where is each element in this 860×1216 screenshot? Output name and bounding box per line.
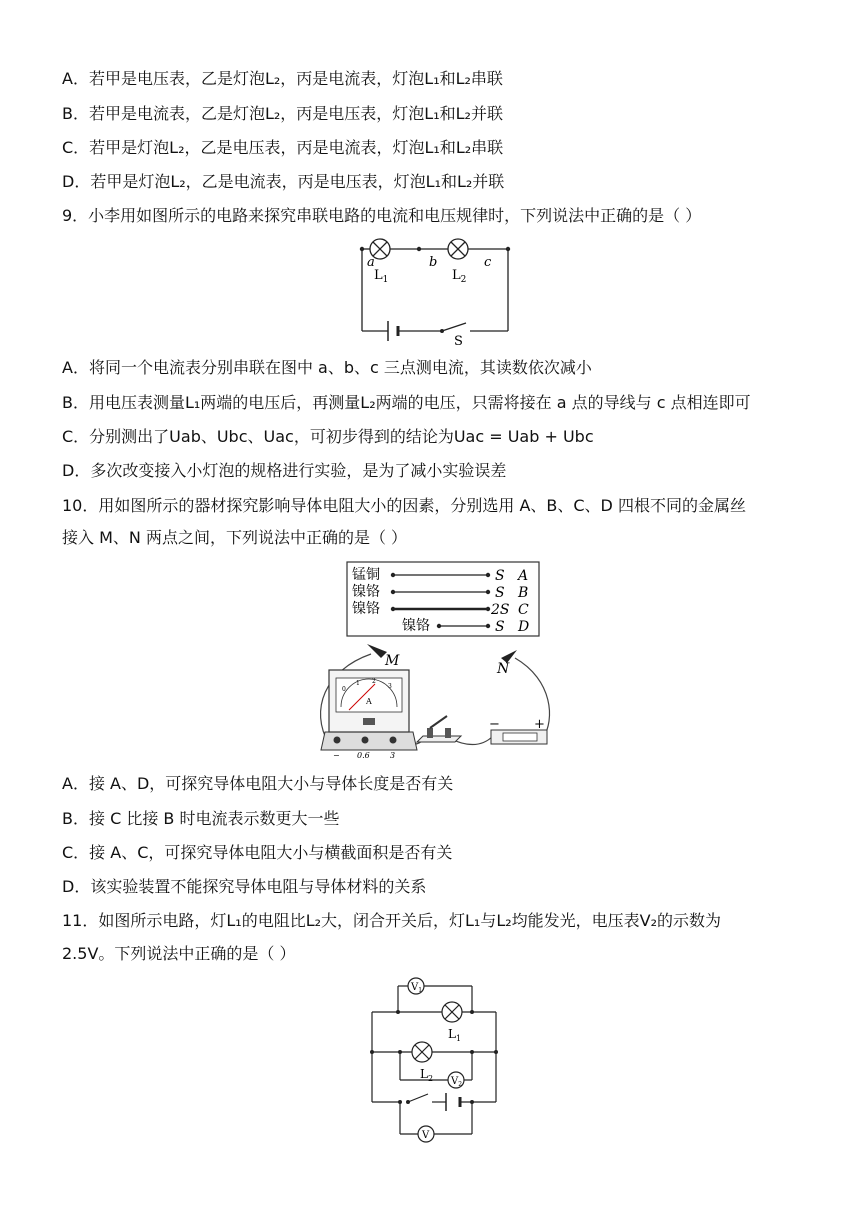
q8-option-c: C．若甲是灯泡L₂，乙是电压表，丙是电流表，灯泡L₁和L₂串联 (62, 138, 504, 157)
wire-c-label: C (518, 602, 529, 618)
meter-tick-0: 0 (342, 686, 346, 693)
meter-symbol: A (366, 697, 372, 706)
q10-stem-line2: 接入 M、N 两点之间，下列说法中正确的是（ ） (62, 528, 408, 547)
switch-icon (442, 323, 466, 331)
l2-label: L (452, 268, 461, 283)
wire-d-material: 镍铬 (402, 618, 430, 634)
battery-icon (388, 321, 398, 341)
wire-a-material: 锰铜 (352, 567, 380, 583)
q8-option-d: D．若甲是灯泡L₂，乙是电流表，丙是电压表，灯泡L₁和L₂并联 (62, 172, 505, 191)
wire-b-area: S (495, 585, 505, 601)
wire-c-material: 镍铬 (352, 601, 380, 617)
svg-text:V2: $V_2$ (451, 1076, 463, 1088)
q10-option-d: D．该实验装置不能探究导体电阻与导体材料的关系 (62, 877, 427, 896)
wire-c-area: 2S (491, 602, 510, 618)
q9-stem: 9．小李用如图所示的电路来探究串联电路的电流和电压规律时，下列说法中正确的是（ ） (62, 206, 702, 225)
point-b-label: b (429, 255, 438, 270)
q10-option-c: C．接 A、C，可探究导体电阻大小与横截面积是否有关 (62, 843, 453, 862)
svg-text:L1: $L_1$ (448, 1027, 462, 1043)
q11-stem-line1: 11．如图所示电路，灯L₁的电阻比L₂大，闭合开关后，灯L₁与L₂均能发光，电压表V₂的示数为 (62, 911, 722, 930)
wire-a-area: S (495, 568, 505, 584)
switch-icon (408, 1094, 428, 1102)
clip-n-label: N (497, 661, 510, 677)
lamp-l2-icon (448, 239, 468, 259)
q8-option-a: A．若甲是电压表，乙是灯泡L₂，丙是电流表，灯泡L₁和L₂串联 (62, 69, 503, 88)
clip-m-icon (367, 644, 387, 658)
lamp-l1-icon (442, 1002, 462, 1022)
ammeter-icon (321, 670, 417, 750)
q8-option-b: B．若甲是电流表，乙是灯泡L₂，丙是电压表，灯泡L₁和L₂并联 (62, 104, 503, 123)
clip-m-label: M (385, 653, 400, 669)
point-c-label: c (484, 255, 492, 270)
wire-d-label: D (518, 619, 530, 635)
switch-label: S (454, 334, 463, 347)
q10-apparatus-diagram (305, 560, 560, 765)
svg-text:L2: $L_2$ (420, 1067, 434, 1083)
wire-b-material: 镍铬 (352, 584, 380, 600)
meter-tick-1: 1 (356, 680, 360, 687)
l1-label: L (374, 268, 383, 283)
terminal-0-6: 0.6 (357, 751, 370, 760)
q9-option-c: C．分别测出了Uab、Ubc、Uac，可初步得到的结论为Uac = Uab + Ubc (62, 427, 594, 446)
battery-icon (446, 1093, 460, 1111)
q10-stem-line1: 10．用如图所示的器材探究影响导体电阻大小的因素，分别选用 A、B、C、D 四根不同的金属丝 (62, 496, 746, 515)
q10-option-b: B．接 C 比接 B 时电流表示数更大一些 (62, 809, 340, 828)
battery-holder-icon (491, 730, 547, 744)
meter-tick-3: 3 (388, 683, 392, 690)
battery-minus-label: − (489, 717, 500, 732)
v1-label: V (411, 982, 419, 993)
svg-text:L2: $L_2$ (452, 268, 467, 285)
q11-stem-line2: 2.5V。下列说法中正确的是（ ） (62, 944, 296, 963)
q9-option-a: A．将同一个电流表分别串联在图中 a、b、c 三点测电流，其读数依次减小 (62, 358, 592, 377)
wire-a-label: A (518, 568, 529, 584)
lamp-l2-icon (412, 1042, 432, 1062)
q11-circuit-diagram (360, 972, 510, 1150)
q9-circuit-diagram (350, 235, 520, 347)
meter-tick-2: 2 (372, 678, 376, 685)
terminal-3: 3 (390, 751, 396, 760)
l1-label: L (448, 1027, 456, 1041)
v-label: V (422, 1130, 430, 1141)
l2-label: L (420, 1067, 428, 1081)
terminal-minus: − (333, 751, 340, 760)
v2-label: V (451, 1076, 459, 1087)
wire-d-area: S (495, 619, 505, 635)
q9-option-d: D．多次改变接入小灯泡的规格进行实验，是为了减小实验误差 (62, 461, 507, 480)
svg-text:V1: $V_1$ (411, 982, 423, 994)
q9-option-b: B．用电压表测量L₁两端的电压后，再测量L₂两端的电压，只需将接在 a 点的导线与 c 点相连即可 (62, 393, 751, 412)
knife-switch-icon (417, 716, 461, 742)
q10-option-a: A．接 A、D，可探究导体电阻大小与导体长度是否有关 (62, 774, 454, 793)
point-a-label: a (367, 255, 375, 270)
battery-plus-label: + (534, 717, 545, 732)
wire-b-label: B (518, 585, 529, 601)
svg-text:L1: $L_1$ (374, 268, 389, 285)
